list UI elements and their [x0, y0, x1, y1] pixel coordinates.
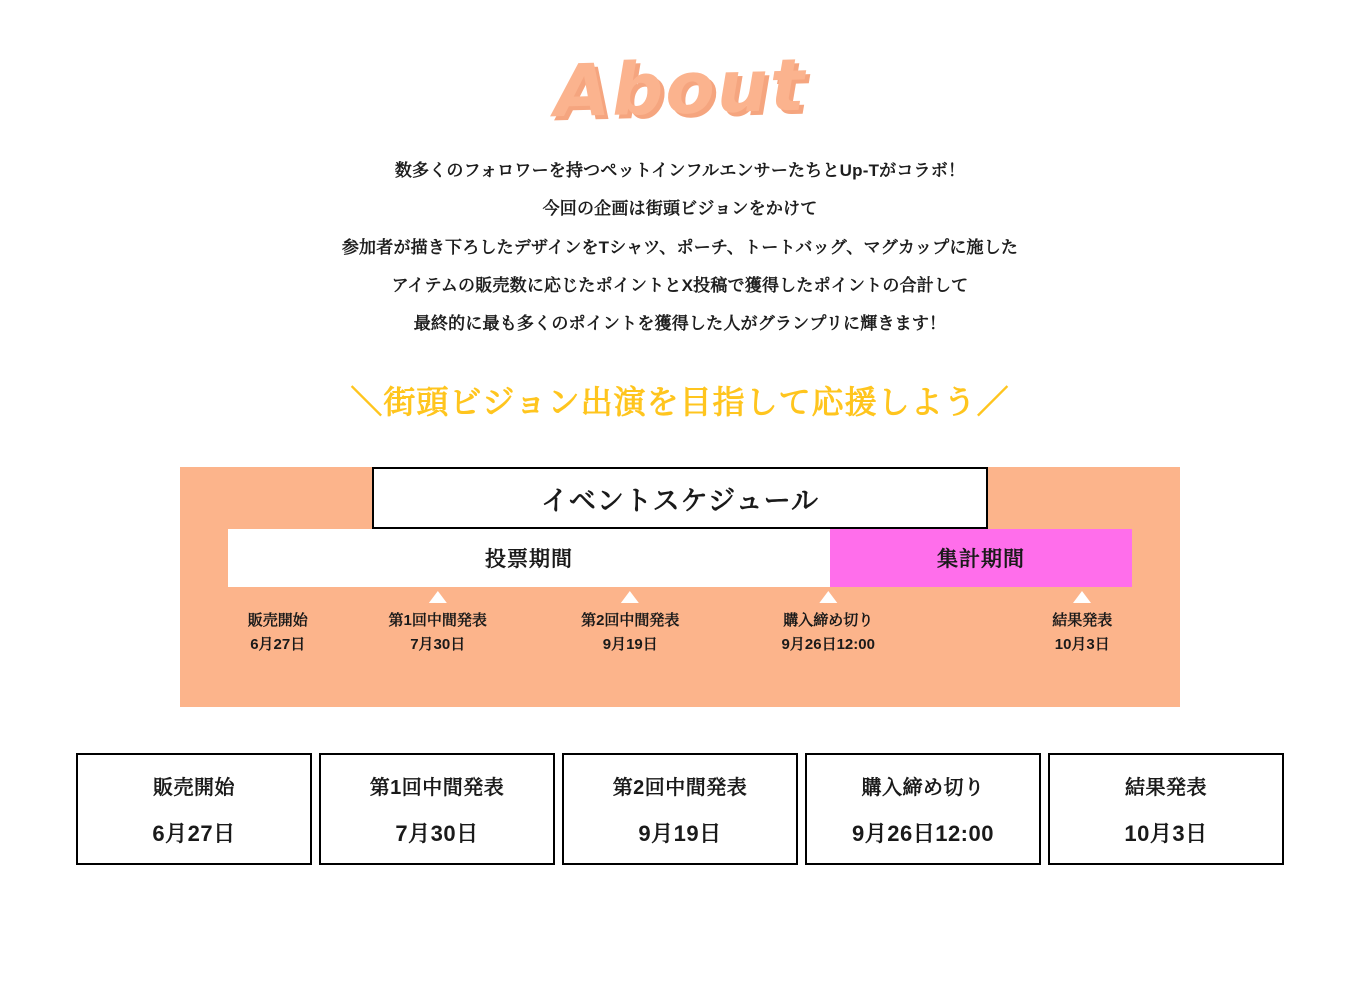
page-title-section	[0, 0, 1360, 134]
lead-paragraph	[0, 152, 1360, 343]
card-date: 9月26日12:00	[852, 820, 994, 846]
milestone-card-list	[76, 753, 1284, 865]
milestone-card	[562, 753, 798, 865]
bar-segment-tally: 集計期間	[830, 529, 1132, 587]
card-label: 結果発表	[1125, 776, 1207, 799]
marker-label: 第1回中間発表	[388, 612, 487, 630]
milestone-card	[1048, 753, 1284, 865]
lead-line-5: 最終的に最も多くのポイントを獲得した人がグランプリに輝きます！	[413, 314, 947, 333]
marker-label: 購入締め切り	[783, 612, 874, 630]
triangle-icon	[621, 591, 639, 603]
marker-date: 9月19日	[602, 635, 658, 653]
marker-date: 9月26日12:00	[781, 635, 875, 653]
card-label: 販売開始	[153, 776, 235, 799]
marker-date: 6月27日	[250, 635, 306, 653]
catch-copy: ＼街頭ビジョン出演を目指して応援しよう／	[350, 384, 1010, 421]
marker-date: 10月3日	[1054, 635, 1110, 653]
marker-date: 7月30日	[410, 635, 466, 653]
schedule-heading: イベントスケジュール	[372, 467, 988, 529]
card-label: 購入締め切り	[861, 776, 985, 799]
marker-label: 結果発表	[1052, 612, 1113, 630]
marker-label: 販売開始	[247, 612, 308, 630]
marker-label: 第2回中間発表	[581, 612, 680, 630]
lead-line-2: 今回の企画は街頭ビジョンをかけて	[542, 199, 818, 219]
schedule-marker-4	[1052, 591, 1112, 656]
triangle-icon	[819, 591, 837, 603]
milestone-card	[805, 753, 1041, 865]
schedule-marker-0	[248, 591, 308, 656]
lead-line-1: 数多くのフォロワーを持つペットインフルエンサーたちとUp-Tがコラボ！	[394, 161, 966, 180]
lead-line-4: アイテムの販売数に応じたポイントとX投稿で獲得したポイントの合計して	[391, 275, 969, 295]
schedule-marker-3	[782, 591, 875, 656]
bar-segment-vote: 投票期間	[228, 529, 830, 587]
triangle-icon	[1073, 591, 1091, 603]
schedule-marker-2	[581, 591, 679, 656]
milestone-card	[319, 753, 555, 865]
card-date: 7月30日	[395, 820, 479, 846]
schedule-marker-1	[389, 591, 487, 656]
card-date: 6月27日	[152, 820, 236, 846]
triangle-icon	[429, 591, 447, 603]
card-date: 10月3日	[1124, 820, 1208, 846]
card-label: 第2回中間発表	[612, 776, 748, 799]
schedule-bar	[228, 529, 1132, 587]
milestone-card	[76, 753, 312, 865]
page-title: About	[552, 42, 808, 134]
lead-line-3: 参加者が描き下ろしたデザインをTシャツ、ポーチ、トートバッグ、マグカップに施した	[341, 237, 1019, 257]
card-date: 9月19日	[638, 820, 722, 846]
event-schedule-section	[180, 467, 1180, 707]
card-label: 第1回中間発表	[369, 776, 505, 799]
schedule-markers	[228, 591, 1132, 677]
